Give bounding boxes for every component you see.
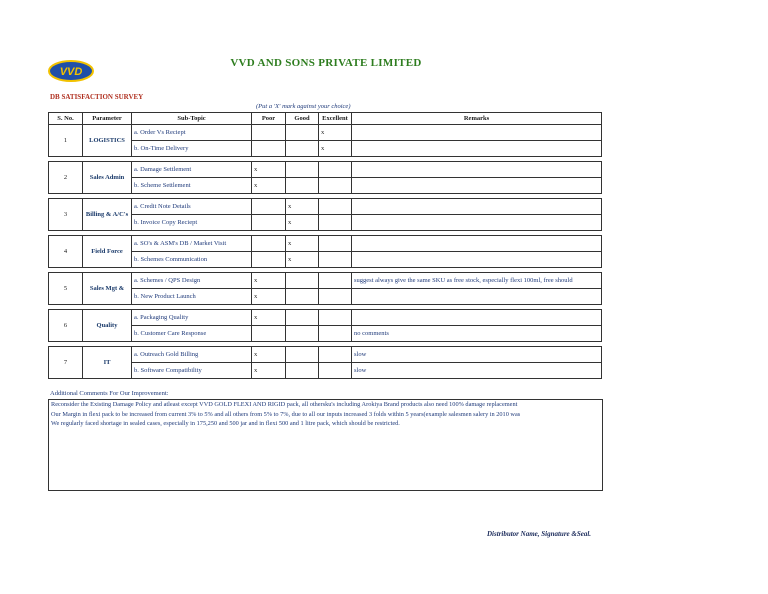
column-header: Good [286, 113, 319, 125]
serial-number: 4 [49, 236, 83, 268]
parameter-name: LOGISTICS [83, 125, 132, 157]
sub-topic: b. Software Compatibility [132, 363, 252, 379]
comment-line: Reconsider the Existing Damage Policy and atleast except VVD GOLD FLEXI AND RIGID pack, all othersku's including Arokiya Brand products also need 100% damage replacement [51, 401, 518, 408]
excellent-cell[interactable] [319, 326, 352, 342]
remarks-cell[interactable] [352, 289, 602, 305]
parameter-name: Quality [83, 310, 132, 342]
column-header: Sub-Topic [132, 113, 252, 125]
good-cell[interactable] [286, 347, 319, 363]
remarks-cell[interactable]: no comments [352, 326, 602, 342]
column-header: S. No. [49, 113, 83, 125]
remarks-cell[interactable] [352, 178, 602, 194]
poor-cell[interactable]: x [252, 162, 286, 178]
sub-topic: b. Schemes Communication [132, 252, 252, 268]
excellent-cell[interactable] [319, 215, 352, 231]
poor-cell[interactable]: x [252, 310, 286, 326]
table-row [49, 125, 602, 141]
column-header: Remarks [352, 113, 602, 125]
poor-cell[interactable]: x [252, 289, 286, 305]
serial-number: 3 [49, 199, 83, 231]
poor-cell[interactable] [252, 252, 286, 268]
sub-topic: b. New Product Launch [132, 289, 252, 305]
remarks-cell[interactable] [352, 125, 602, 141]
sub-topic: a. Schemes / QPS Design [132, 273, 252, 289]
parameter-name: IT [83, 347, 132, 379]
excellent-cell[interactable]: x [319, 125, 352, 141]
excellent-cell[interactable]: x [319, 141, 352, 157]
remarks-cell[interactable] [352, 236, 602, 252]
poor-cell[interactable]: x [252, 178, 286, 194]
excellent-cell[interactable] [319, 363, 352, 379]
excellent-cell[interactable] [319, 347, 352, 363]
sub-topic: b. Scheme Settlement [132, 178, 252, 194]
signature-label: Distributor Name, Signature &Seal. [487, 530, 592, 538]
table-row [49, 178, 602, 194]
serial-number: 5 [49, 273, 83, 305]
excellent-cell[interactable] [319, 252, 352, 268]
serial-number: 2 [49, 162, 83, 194]
table-row [49, 236, 602, 252]
good-cell[interactable]: x [286, 199, 319, 215]
sub-topic: b. Customer Care Response [132, 326, 252, 342]
table-row [49, 363, 602, 379]
sub-topic: a. SO's & ASM's DB / Market Visit [132, 236, 252, 252]
sub-topic: a. Damage Settlement [132, 162, 252, 178]
good-cell[interactable] [286, 289, 319, 305]
comment-line: Our Margin in flexi pack to be increased from current 3% to 5% and all others from 5% to 7%, due to all our inputs increased 3 folds within 5 years(example salesmen salery in 2010 was [51, 410, 521, 418]
serial-number: 6 [49, 310, 83, 342]
good-cell[interactable]: x [286, 252, 319, 268]
remarks-cell[interactable] [352, 215, 602, 231]
sub-topic: a. Order Vs Reciept [132, 125, 252, 141]
excellent-cell[interactable] [319, 310, 352, 326]
table-row [49, 310, 602, 326]
excellent-cell[interactable] [319, 289, 352, 305]
good-cell[interactable] [286, 326, 319, 342]
excellent-cell[interactable] [319, 162, 352, 178]
parameter-name: Sales Mgt & [83, 273, 132, 305]
remarks-cell[interactable] [352, 199, 602, 215]
comments-box[interactable] [48, 399, 603, 491]
excellent-cell[interactable] [319, 199, 352, 215]
parameter-name: Sales Admin [83, 162, 132, 194]
poor-cell[interactable] [252, 236, 286, 252]
table-row [49, 199, 602, 215]
survey-title: DB SATISFACTION SURVEY [50, 93, 144, 101]
poor-cell[interactable]: x [252, 363, 286, 379]
table-row [49, 252, 602, 268]
good-cell[interactable]: x [286, 215, 319, 231]
sub-topic: a. Packaging Quality [132, 310, 252, 326]
remarks-cell[interactable]: slow [352, 363, 602, 379]
good-cell[interactable]: x [286, 236, 319, 252]
company-name: VVD AND SONS PRIVATE LIMITED [230, 57, 422, 69]
sub-topic: a. Credit Note Details [132, 199, 252, 215]
comments-label: Additional Comments For Our Improvement: [50, 390, 169, 397]
table-row [49, 347, 602, 363]
good-cell[interactable] [286, 125, 319, 141]
good-cell[interactable] [286, 273, 319, 289]
poor-cell[interactable]: x [252, 347, 286, 363]
table-row [49, 215, 602, 231]
remarks-cell[interactable]: slow [352, 347, 602, 363]
poor-cell[interactable] [252, 125, 286, 141]
good-cell[interactable] [286, 141, 319, 157]
table-row [49, 141, 602, 157]
column-header: Parameter [83, 113, 132, 125]
table-row [49, 326, 602, 342]
logo-text: VVD [59, 66, 83, 78]
poor-cell[interactable] [252, 215, 286, 231]
remarks-cell[interactable] [352, 162, 602, 178]
excellent-cell[interactable] [319, 178, 352, 194]
sub-topic: b. Invoice Copy Reciept [132, 215, 252, 231]
table-row [49, 289, 602, 305]
poor-cell[interactable] [252, 199, 286, 215]
poor-cell[interactable]: x [252, 273, 286, 289]
excellent-cell[interactable] [319, 273, 352, 289]
table-header-row [49, 113, 602, 125]
remarks-cell[interactable] [352, 141, 602, 157]
remarks-cell[interactable]: suggest always give the same SKU as free stock, especially flexi 100ml, free should [352, 273, 602, 289]
column-header: Poor [252, 113, 286, 125]
table-row [49, 162, 602, 178]
survey-table [48, 112, 602, 379]
poor-cell[interactable] [252, 326, 286, 342]
instruction-text: (Put a 'X' mark against your choice) [256, 103, 351, 110]
parameter-name: Billing & A/C's [83, 199, 132, 231]
column-header: Excellent [319, 113, 352, 125]
remarks-cell[interactable] [352, 310, 602, 326]
serial-number: 1 [49, 125, 83, 157]
good-cell[interactable] [286, 310, 319, 326]
good-cell[interactable] [286, 178, 319, 194]
table-row [49, 273, 602, 289]
parameter-name: Field Force [83, 236, 132, 268]
serial-number: 7 [49, 347, 83, 379]
comment-line: We regularly faced shortage in sealed cases, especially in 175,250 and 500 jar and in flexi 500 and 1 litre pack, which should be restricted. [51, 420, 400, 427]
sub-topic: a. Outreach Gold Billing [132, 347, 252, 363]
poor-cell[interactable] [252, 141, 286, 157]
sub-topic: b. On-Time Delivery [132, 141, 252, 157]
good-cell[interactable] [286, 162, 319, 178]
excellent-cell[interactable] [319, 236, 352, 252]
remarks-cell[interactable] [352, 252, 602, 268]
good-cell[interactable] [286, 363, 319, 379]
